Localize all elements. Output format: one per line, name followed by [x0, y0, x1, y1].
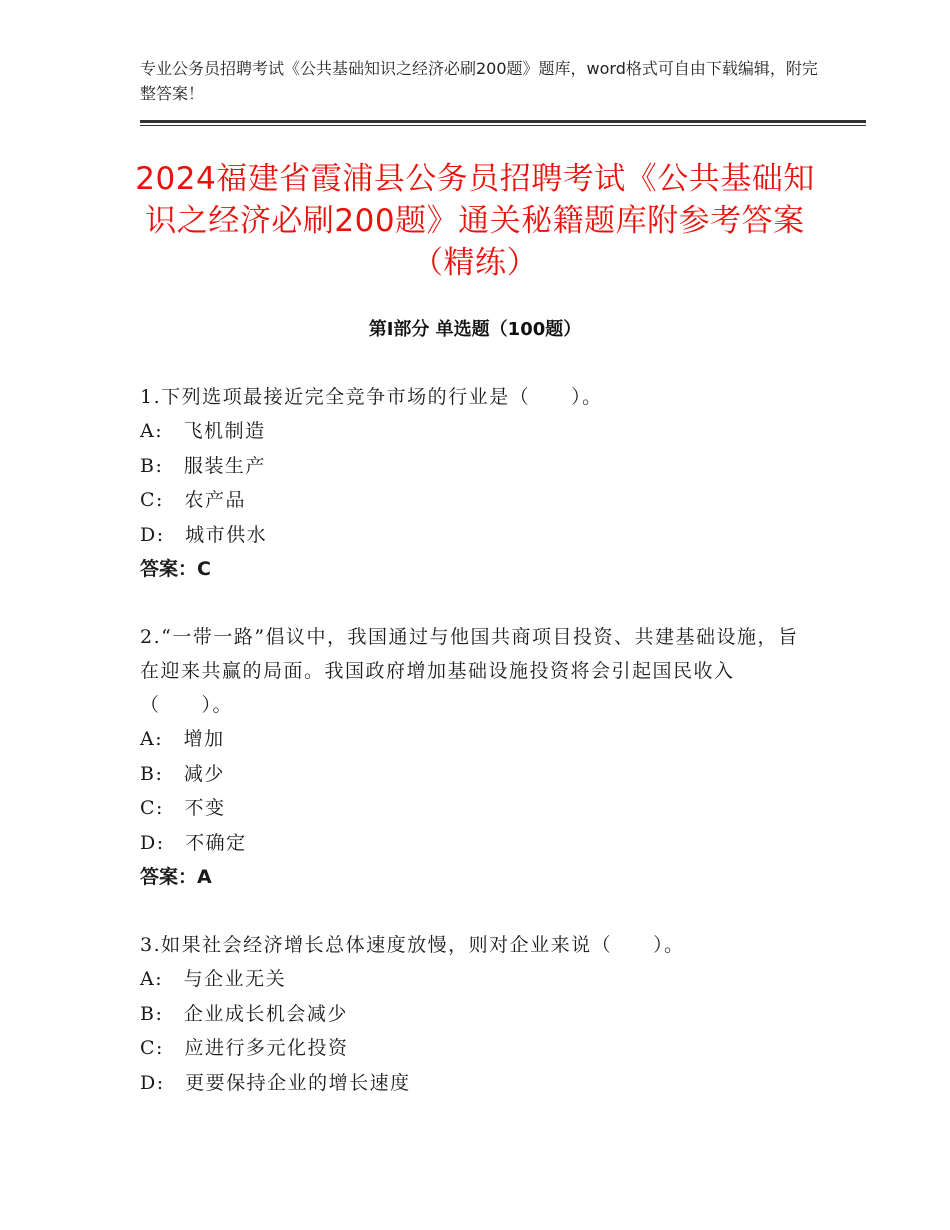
option-a: A: 与企业无关 [140, 968, 287, 990]
option-c: C: 不变 [140, 797, 226, 819]
option-d: D: 城市供水 [140, 523, 268, 546]
option-c: C: 应进行多元化投资 [140, 1037, 349, 1059]
option-d: D: 更要保持企业的增长速度 [140, 1071, 411, 1094]
question-stem: 3.如果社会经济增长总体速度放慢，则对企业来说（ ）。 [140, 934, 685, 956]
option-b: B: 企业成长机会减少 [140, 1002, 348, 1025]
header-note: 专业公务员招聘考试《公共基础知识之经济必刷200题》题库，word格式可自由下载编辑，附完整答案！ [140, 59, 818, 103]
option-c: C: 农产品 [140, 489, 246, 511]
option-d: D: 不确定 [140, 831, 247, 854]
question-stem: 1.下列选项最接近完全竞争市场的行业是（ ）。 [140, 386, 603, 408]
option-b: B: 服装生产 [140, 454, 266, 477]
section-title: 第Ⅰ部分 单选题（100题） [368, 319, 582, 340]
question-1 [140, 380, 800, 586]
header-divider-thick [140, 120, 866, 123]
question-2 [140, 620, 800, 894]
question-stem: 2.“一带一路”倡议中，我国通过与他国共商项目投资、共建基础设施，旨在迎来共赢的局面。我国政府增加基础设施投资将会引起国民收入（ ）。 [140, 626, 799, 716]
answer: 答案：C [140, 558, 211, 580]
option-a: A: 增加 [140, 728, 225, 750]
document-title: 2024福建省霞浦县公务员招聘考试《公共基础知识之经济必刷200题》通关秘籍题库附参考答案（精练） [135, 161, 815, 281]
option-a: A: 飞机制造 [140, 420, 266, 442]
answer: 答案：A [140, 866, 212, 888]
header-divider-thin [140, 125, 866, 126]
question-list [140, 380, 800, 1134]
option-b: B: 减少 [140, 762, 225, 785]
question-3 [140, 928, 800, 1100]
